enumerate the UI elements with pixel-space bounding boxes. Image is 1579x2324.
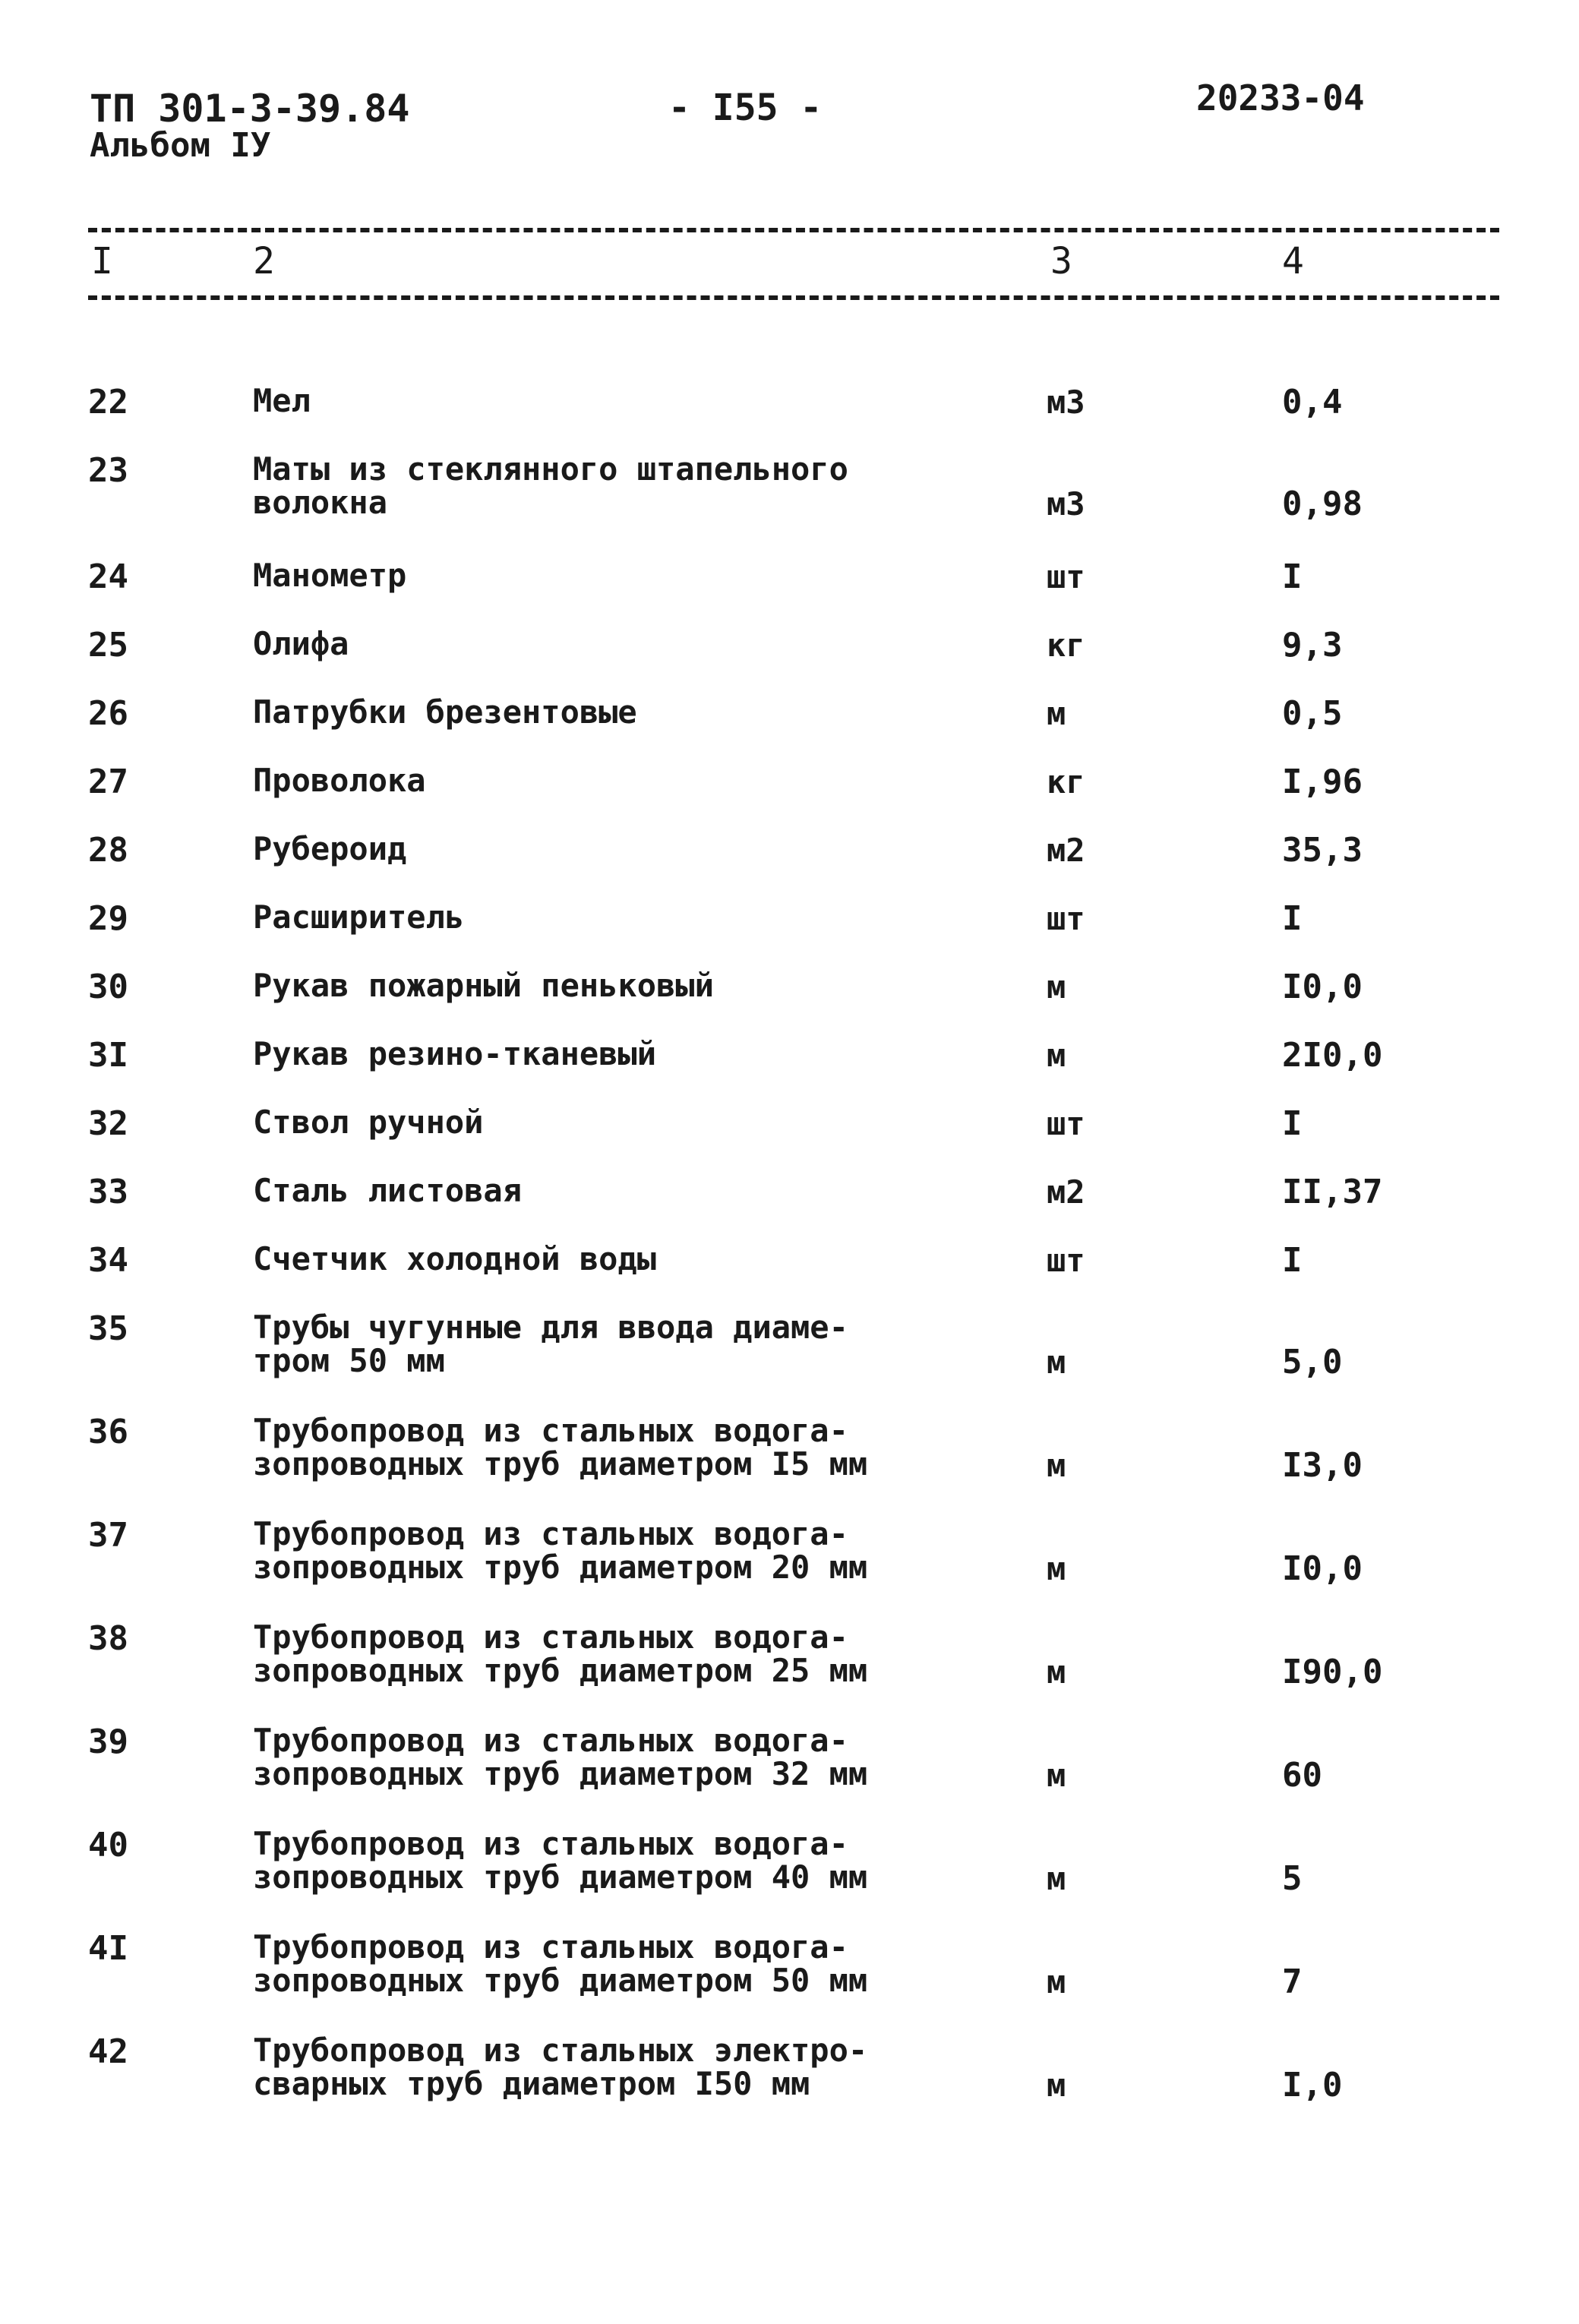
row-unit: м2: [1047, 832, 1085, 869]
row-quantity: I90,0: [1282, 1653, 1383, 1691]
row-name: Маты из стеклянного штапельного волокна: [253, 450, 848, 521]
row-unit: м: [1047, 968, 1066, 1006]
row-quantity: I,96: [1282, 763, 1363, 801]
row-number: 3I: [88, 1036, 128, 1075]
row-quantity: II,37: [1282, 1173, 1383, 1211]
column-header-1: I: [91, 240, 113, 283]
row-number: 37: [88, 1516, 128, 1555]
row-number: 22: [88, 383, 128, 422]
row-name: Проволока: [253, 762, 426, 799]
row-number: 33: [88, 1173, 128, 1211]
row-quantity: 0,5: [1282, 694, 1343, 733]
row-quantity: 60: [1282, 1756, 1322, 1795]
row-number: 32: [88, 1104, 128, 1143]
row-unit: м3: [1047, 384, 1085, 421]
row-number: 25: [88, 626, 128, 665]
row-quantity: 9,3: [1282, 626, 1343, 665]
row-number: 34: [88, 1241, 128, 1280]
row-number: 38: [88, 1619, 128, 1658]
row-name: Мел: [253, 382, 311, 419]
row-quantity: 35,3: [1282, 831, 1363, 870]
row-number: 4I: [88, 1929, 128, 1968]
row-name: Трубопровод из стальных водога- зопроводных труб диаметром I5 мм: [253, 1412, 868, 1482]
row-quantity: 5,0: [1282, 1343, 1343, 1381]
row-unit: м: [1047, 1550, 1066, 1587]
row-quantity: 5: [1282, 1859, 1303, 1898]
row-quantity: I: [1282, 557, 1303, 596]
row-unit: м: [1047, 1344, 1066, 1381]
row-unit: шт: [1047, 558, 1085, 595]
row-quantity: 7: [1282, 1962, 1303, 2001]
row-name: Патрубки брезентовые: [253, 693, 637, 731]
row-unit: м: [1047, 1037, 1066, 1074]
column-header-2: 2: [253, 240, 275, 283]
row-unit: м: [1047, 1653, 1066, 1691]
row-quantity: 0,98: [1282, 485, 1363, 523]
row-unit: шт: [1047, 1242, 1085, 1279]
row-unit: м: [1047, 1757, 1066, 1794]
row-name: Рукав пожарный пеньковый: [253, 967, 714, 1004]
column-header-4: 4: [1282, 240, 1304, 283]
document-code: ТП 301-3-39.84: [90, 87, 410, 131]
row-unit: м2: [1047, 1173, 1085, 1211]
row-name: Трубопровод из стальных водога- зопроводных труб диаметром 40 мм: [253, 1825, 868, 1896]
row-number: 27: [88, 763, 128, 801]
row-unit: м: [1047, 2067, 1066, 2104]
row-name: Трубопровод из стальных водога- зопроводных труб диаметром 20 мм: [253, 1515, 868, 1586]
row-quantity: I: [1282, 1241, 1303, 1280]
row-number: 26: [88, 694, 128, 733]
row-quantity: I0,0: [1282, 968, 1363, 1006]
row-number: 29: [88, 899, 128, 938]
row-unit: шт: [1047, 1105, 1085, 1142]
row-unit: м: [1047, 1860, 1066, 1897]
row-quantity: I: [1282, 899, 1303, 938]
page-number: - I55 -: [668, 87, 823, 129]
row-unit: шт: [1047, 900, 1085, 937]
document-number: 20233-04: [1196, 77, 1365, 118]
row-name: Трубопровод из стальных водога- зопроводных труб диаметром 50 мм: [253, 1928, 868, 1999]
row-number: 40: [88, 1826, 128, 1865]
row-name: Сталь листовая: [253, 1172, 523, 1209]
row-name: Счетчик холодной воды: [253, 1240, 657, 1277]
row-name: Манометр: [253, 557, 407, 594]
row-unit: кг: [1047, 627, 1085, 664]
row-quantity: 2I0,0: [1282, 1036, 1383, 1075]
row-number: 36: [88, 1413, 128, 1451]
row-number: 30: [88, 968, 128, 1006]
row-number: 24: [88, 557, 128, 596]
album-label: Альбом IУ: [90, 126, 271, 165]
row-number: 39: [88, 1722, 128, 1761]
row-name: Олифа: [253, 625, 349, 662]
row-name: Трубопровод из стальных электро- сварных труб диаметром I50 мм: [253, 2032, 868, 2102]
row-name: Трубы чугунные для ввода диаме- тром 50 мм: [253, 1309, 848, 1379]
row-name: Ствол ручной: [253, 1104, 484, 1141]
row-name: Трубопровод из стальных водога- зопроводных труб диаметром 25 мм: [253, 1618, 868, 1689]
row-quantity: 0,4: [1282, 383, 1343, 422]
row-number: 28: [88, 831, 128, 870]
row-number: 35: [88, 1309, 128, 1348]
row-name: Рубероид: [253, 830, 407, 867]
row-name: Рукав резино-тканевый: [253, 1035, 657, 1072]
row-name: Трубопровод из стальных водога- зопроводных труб диаметром 32 мм: [253, 1722, 868, 1792]
row-unit: м: [1047, 695, 1066, 732]
row-number: 42: [88, 2032, 128, 2071]
row-quantity: I0,0: [1282, 1549, 1363, 1588]
row-unit: кг: [1047, 763, 1085, 800]
row-name: Расширитель: [253, 898, 465, 936]
row-quantity: I,0: [1282, 2066, 1343, 2105]
row-unit: м3: [1047, 485, 1085, 523]
row-quantity: I: [1282, 1104, 1303, 1143]
row-quantity: I3,0: [1282, 1446, 1363, 1485]
row-unit: м: [1047, 1447, 1066, 1484]
column-header-3: 3: [1050, 240, 1072, 283]
row-unit: м: [1047, 1963, 1066, 2000]
row-number: 23: [88, 451, 128, 490]
